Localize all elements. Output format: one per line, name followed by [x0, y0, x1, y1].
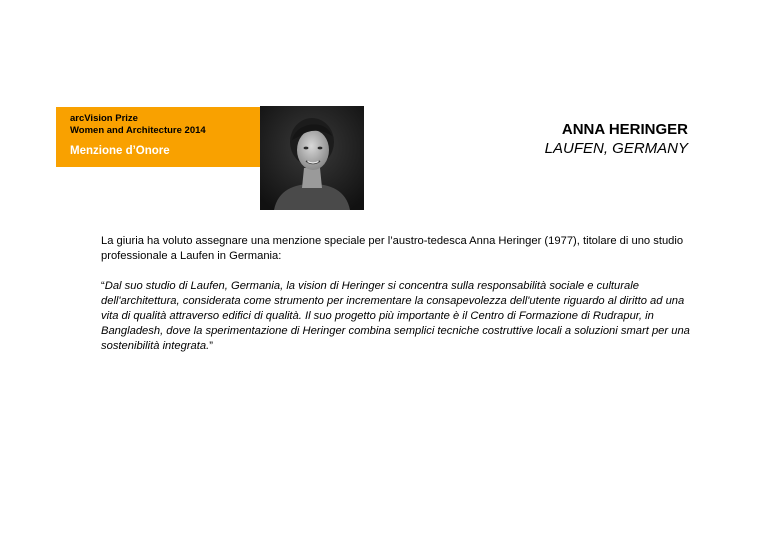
- portrait-image: [260, 106, 364, 210]
- person-name: ANNA HERINGER: [561, 121, 688, 138]
- jury-quote: [101, 279, 691, 354]
- description: [101, 234, 691, 369]
- portrait-photo: [260, 106, 364, 210]
- quote-open-mark: “: [101, 280, 105, 292]
- person-location: LAUFEN, GERMANY: [544, 140, 688, 157]
- prize-title: arcVision Prize: [70, 113, 138, 124]
- honorable-mention-label: Menzione d’Onore: [70, 145, 170, 157]
- quote-close-mark: ”: [209, 340, 213, 352]
- quote-text: Dal suo studio di Laufen, Germania, la vision di Heringer si concentra sulla responsabilità sociale e culturale dell'architettura, considerata come strumento per incrementare la consapevolezza dell'utente riguardo al diritto ad una vita di qualità attraverso edifici di qualità. Il suo progetto più importante è il Centro di Formazione di Rudrapur, in Bangladesh, dove la sperimentazione di Heringer combina semplici tecniche costruttive locali a soluzioni smart per una sostenibilità integrata.: [101, 280, 690, 352]
- intro-paragraph: La giuria ha voluto assegnare una menzione speciale per l’austro-tedesca Anna Heringer (1977), titolare di uno studio professionale a Laufen in Germania:: [101, 235, 684, 262]
- prize-subtitle: Women and Architecture 2014: [70, 125, 206, 136]
